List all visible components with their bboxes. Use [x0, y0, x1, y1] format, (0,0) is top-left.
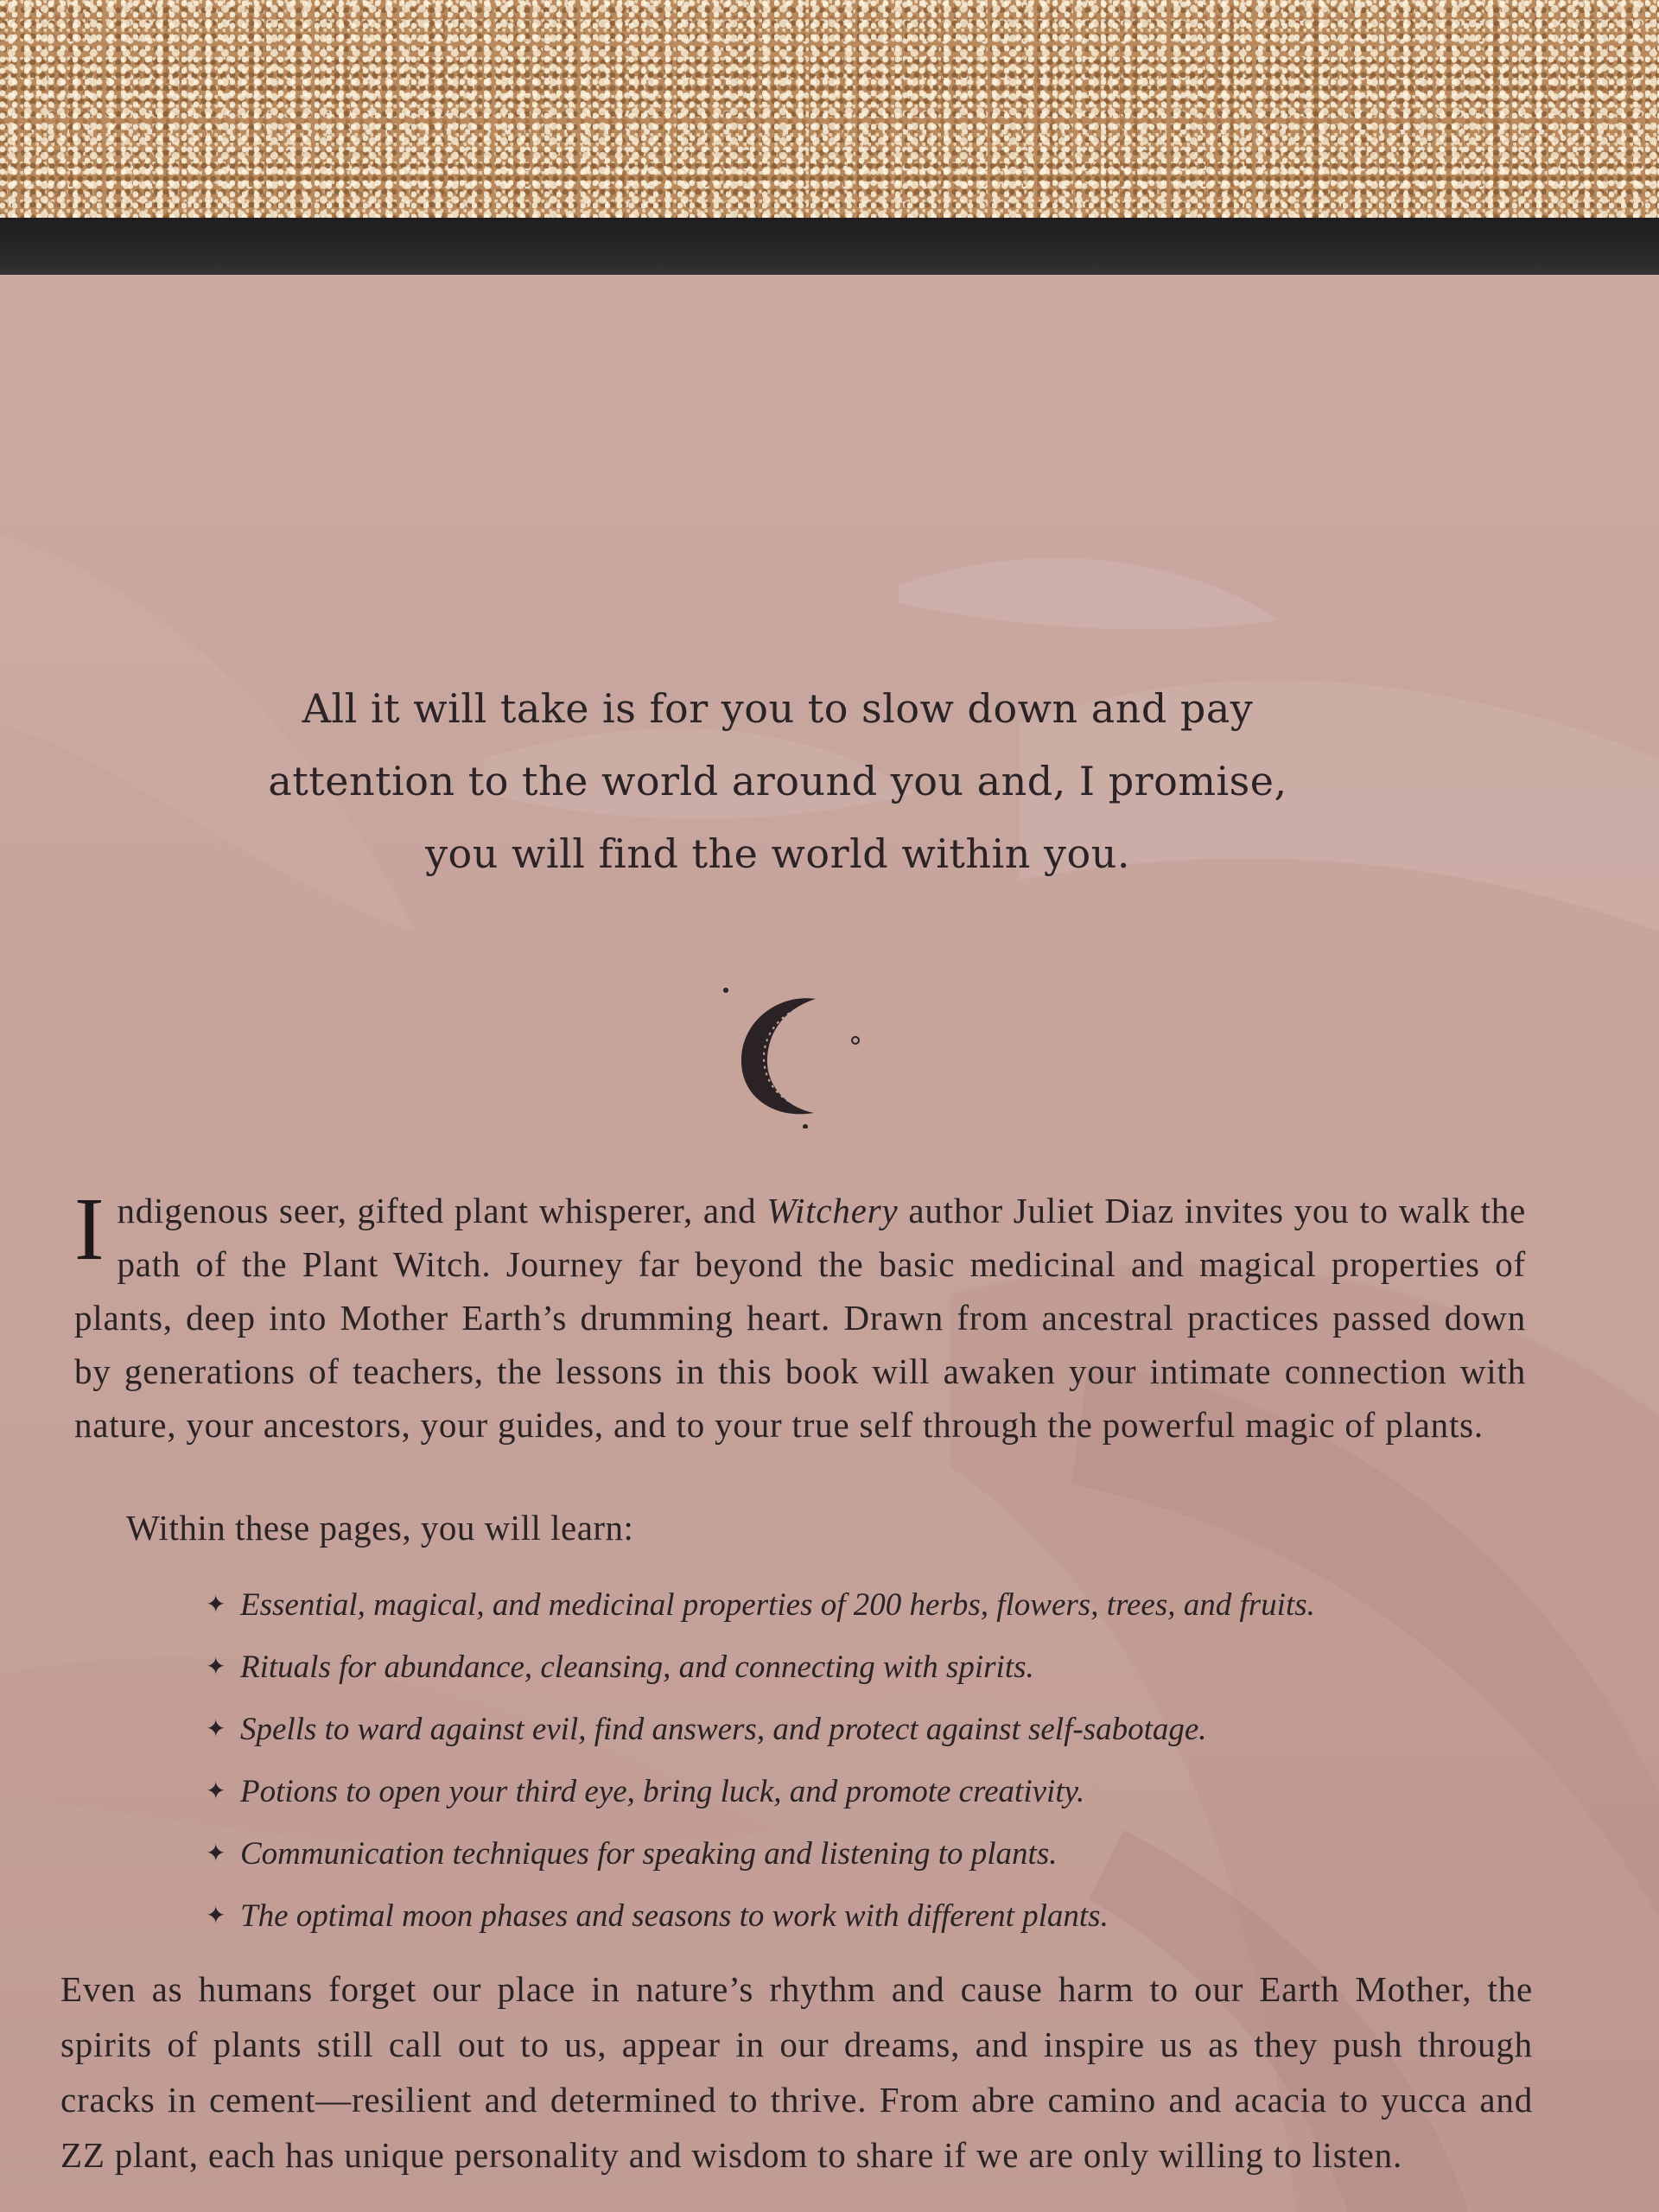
cover-quote: [225, 672, 1331, 890]
star-bullet-icon: ✦: [206, 1840, 226, 1867]
book-top-edge: [0, 218, 1659, 280]
learning-list: [206, 1574, 1433, 1948]
list-item: [206, 1823, 1433, 1885]
list-item-text: Spells to ward against evil, find answers, and protect against self-sabotage.: [240, 1712, 1207, 1747]
star-bullet-icon: ✦: [206, 1716, 226, 1743]
quote-line-3: you will find the world within you.: [425, 830, 1130, 877]
leaf-shape: [899, 558, 1279, 630]
quote-line-1: All it will take is for you to slow down and pay: [302, 685, 1254, 732]
list-item-text: Rituals for abundance, cleansing, and connecting with spirits.: [240, 1649, 1034, 1685]
list-item-text: Potions to open your third eye, bring luck, and promote creativity.: [240, 1774, 1085, 1809]
description-text-end: author Juliet Diaz invites you to walk the path of the Plant Witch. Journey far beyond the basic medicinal and magical properties of plants, deep into Mother Earth’s drumming heart. Drawn from ancestral practices passed down by generations of teachers, the lessons in this book will awaken your intimate connection with nature, your ancestors, your guides, and to your true self through the powerful magic of plants.: [74, 1191, 1526, 1445]
book-back-cover: [0, 275, 1659, 2212]
list-item: [206, 1699, 1433, 1761]
star-bullet-icon: ✦: [206, 1778, 226, 1805]
quote-line-2: attention to the world around you and, I promise,: [268, 758, 1287, 804]
book-title-witchery: Witchery: [766, 1191, 899, 1230]
learn-intro: Within these pages, you will learn:: [126, 1508, 634, 1548]
star-bullet-icon: ✦: [206, 1592, 226, 1618]
list-item-text: Essential, magical, and medicinal properties of 200 herbs, flowers, trees, and fruits.: [240, 1587, 1315, 1623]
star-bullet-icon: ✦: [206, 1654, 226, 1681]
description-text-start: ndigenous seer, gifted plant whisperer, and: [117, 1191, 767, 1230]
star-bullet-icon: ✦: [206, 1903, 226, 1929]
crescent-moon-icon: [719, 982, 866, 1128]
list-item: [206, 1885, 1433, 1948]
book-description: [74, 1179, 1526, 1452]
drop-cap: I: [74, 1179, 105, 1279]
carpet-background: [0, 0, 1659, 226]
list-item-text: Communication techniques for speaking and listening to plants.: [240, 1836, 1058, 1872]
closing-paragraph: Even as humans forget our place in nature’s rhythm and cause harm to our Earth Mother, the spirits of plants still call out to us, appear in our dreams, and inspire us as they push through cracks in cement—resilient and determined to thrive. From abre camino and acacia to yucca and ZZ plant, each has unique personality and wisdom to share if we are only willing to listen.: [60, 1969, 1533, 2175]
list-item: [206, 1761, 1433, 1823]
list-item-text: The optimal moon phases and seasons to work with different plants.: [240, 1898, 1109, 1934]
list-item: [206, 1637, 1433, 1699]
list-item: [206, 1574, 1433, 1637]
